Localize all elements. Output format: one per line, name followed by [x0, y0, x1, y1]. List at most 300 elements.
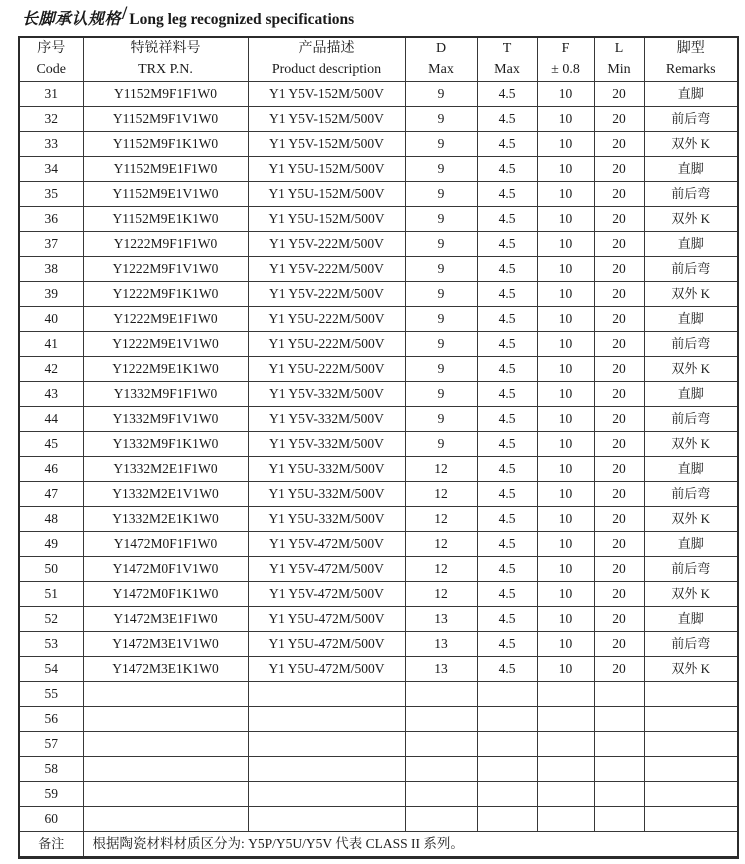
cell-code: 43 — [19, 382, 83, 407]
table-row — [19, 382, 738, 407]
cell-l-min: 20 — [594, 232, 644, 257]
cell-l-min — [594, 707, 644, 732]
cell-f-tolerance: 10 — [537, 532, 594, 557]
cell-remarks — [644, 707, 738, 732]
cell-part-number: Y1472M3E1V1W0 — [83, 632, 248, 657]
cell-t-max — [477, 782, 537, 807]
cell-remarks: 前后弯 — [644, 332, 738, 357]
cell-d-max: 9 — [405, 232, 477, 257]
cell-description: Y1 Y5U-152M/500V — [248, 157, 405, 182]
cell-remarks: 双外 K — [644, 432, 738, 457]
cell-remarks: 前后弯 — [644, 107, 738, 132]
cell-part-number: Y1332M9F1K1W0 — [83, 432, 248, 457]
cell-f-tolerance: 10 — [537, 457, 594, 482]
cell-code: 40 — [19, 307, 83, 332]
cell-code: 52 — [19, 607, 83, 632]
cell-description: Y1 Y5U-332M/500V — [248, 457, 405, 482]
cell-remarks: 双外 K — [644, 507, 738, 532]
cell-remarks: 前后弯 — [644, 557, 738, 582]
header-line-zh: 脚型 — [676, 41, 705, 57]
cell-code: 54 — [19, 657, 83, 682]
header-line-en: TRX P.N. — [138, 61, 193, 77]
cell-d-max: 12 — [405, 482, 477, 507]
header-line-limit: Max — [428, 61, 454, 77]
cell-t-max: 4.5 — [477, 432, 537, 457]
table-row — [19, 157, 738, 182]
cell-part-number: Y1152M9F1F1W0 — [83, 82, 248, 107]
table-row — [19, 507, 738, 532]
cell-f-tolerance: 10 — [537, 507, 594, 532]
cell-f-tolerance: 10 — [537, 357, 594, 382]
cell-d-max: 13 — [405, 632, 477, 657]
note-text: 根据陶瓷材料材质区分为: Y5P/Y5U/Y5V 代表 CLASS II 系列。 — [83, 832, 738, 858]
cell-remarks: 直脚 — [644, 232, 738, 257]
cell-f-tolerance: 10 — [537, 107, 594, 132]
cell-t-max: 4.5 — [477, 407, 537, 432]
cell-description: Y1 Y5U-332M/500V — [248, 507, 405, 532]
table-row — [19, 632, 738, 657]
cell-code: 37 — [19, 232, 83, 257]
cell-description: Y1 Y5U-472M/500V — [248, 632, 405, 657]
cell-f-tolerance: 10 — [537, 82, 594, 107]
cell-description — [248, 682, 405, 707]
cell-d-max: 9 — [405, 357, 477, 382]
cell-remarks: 前后弯 — [644, 257, 738, 282]
cell-t-max: 4.5 — [477, 607, 537, 632]
cell-t-max: 4.5 — [477, 182, 537, 207]
header-line-zh: 序号 — [37, 41, 66, 57]
cell-l-min: 20 — [594, 307, 644, 332]
cell-description: Y1 Y5V-472M/500V — [248, 582, 405, 607]
cell-l-min: 20 — [594, 457, 644, 482]
cell-t-max: 4.5 — [477, 332, 537, 357]
cell-f-tolerance: 10 — [537, 582, 594, 607]
cell-code: 51 — [19, 582, 83, 607]
cell-f-tolerance — [537, 782, 594, 807]
table-row — [19, 132, 738, 157]
col-header-t-max — [477, 37, 537, 82]
title-english: Long leg recognized specifications — [129, 11, 355, 28]
cell-code: 41 — [19, 332, 83, 357]
cell-f-tolerance — [537, 682, 594, 707]
cell-code: 45 — [19, 432, 83, 457]
cell-l-min: 20 — [594, 382, 644, 407]
cell-d-max: 9 — [405, 182, 477, 207]
cell-remarks: 前后弯 — [644, 632, 738, 657]
cell-remarks: 双外 K — [644, 657, 738, 682]
title-chinese: 长脚承认规格 — [22, 11, 122, 28]
cell-f-tolerance: 10 — [537, 157, 594, 182]
cell-code: 38 — [19, 257, 83, 282]
table-row — [19, 282, 738, 307]
cell-d-max: 13 — [405, 657, 477, 682]
cell-d-max: 9 — [405, 332, 477, 357]
cell-code: 39 — [19, 282, 83, 307]
cell-l-min — [594, 757, 644, 782]
cell-part-number: Y1152M9E1F1W0 — [83, 157, 248, 182]
cell-l-min — [594, 732, 644, 757]
note-row — [19, 832, 738, 858]
cell-l-min: 20 — [594, 257, 644, 282]
cell-t-max: 4.5 — [477, 532, 537, 557]
cell-description: Y1 Y5V-472M/500V — [248, 557, 405, 582]
table-row — [19, 457, 738, 482]
table-row — [19, 532, 738, 557]
cell-part-number: Y1472M3E1K1W0 — [83, 657, 248, 682]
cell-f-tolerance — [537, 732, 594, 757]
table-row — [19, 657, 738, 682]
cell-d-max — [405, 682, 477, 707]
cell-f-tolerance: 10 — [537, 282, 594, 307]
cell-f-tolerance: 10 — [537, 207, 594, 232]
cell-f-tolerance: 10 — [537, 482, 594, 507]
cell-description — [248, 807, 405, 832]
table-row — [19, 257, 738, 282]
cell-d-max: 9 — [405, 282, 477, 307]
cell-remarks — [644, 757, 738, 782]
cell-code: 31 — [19, 82, 83, 107]
table-row — [19, 332, 738, 357]
cell-part-number — [83, 732, 248, 757]
cell-l-min — [594, 782, 644, 807]
cell-part-number — [83, 757, 248, 782]
cell-f-tolerance: 10 — [537, 557, 594, 582]
cell-l-min: 20 — [594, 657, 644, 682]
cell-t-max — [477, 807, 537, 832]
cell-t-max — [477, 707, 537, 732]
cell-part-number — [83, 707, 248, 732]
header-line-symbol: F — [561, 41, 570, 57]
cell-l-min: 20 — [594, 157, 644, 182]
cell-d-max: 9 — [405, 107, 477, 132]
cell-remarks: 直脚 — [644, 157, 738, 182]
cell-l-min: 20 — [594, 132, 644, 157]
cell-part-number — [83, 807, 248, 832]
title-separator: / — [122, 3, 128, 24]
col-header-code — [19, 37, 83, 82]
cell-description: Y1 Y5V-152M/500V — [248, 132, 405, 157]
cell-description: Y1 Y5U-222M/500V — [248, 357, 405, 382]
cell-t-max: 4.5 — [477, 82, 537, 107]
spec-table — [18, 36, 739, 859]
cell-d-max — [405, 707, 477, 732]
header-line-symbol: T — [502, 41, 512, 57]
cell-description — [248, 707, 405, 732]
cell-remarks: 直脚 — [644, 607, 738, 632]
cell-f-tolerance — [537, 707, 594, 732]
cell-code: 55 — [19, 682, 83, 707]
cell-d-max: 9 — [405, 207, 477, 232]
cell-remarks — [644, 807, 738, 832]
cell-description: Y1 Y5U-222M/500V — [248, 307, 405, 332]
cell-description — [248, 782, 405, 807]
cell-l-min: 20 — [594, 507, 644, 532]
cell-d-max: 9 — [405, 82, 477, 107]
cell-t-max: 4.5 — [477, 382, 537, 407]
cell-l-min: 20 — [594, 282, 644, 307]
cell-t-max: 4.5 — [477, 457, 537, 482]
cell-description: Y1 Y5V-222M/500V — [248, 232, 405, 257]
cell-t-max: 4.5 — [477, 507, 537, 532]
cell-remarks: 前后弯 — [644, 482, 738, 507]
cell-part-number: Y1222M9F1V1W0 — [83, 257, 248, 282]
cell-t-max: 4.5 — [477, 582, 537, 607]
cell-t-max: 4.5 — [477, 557, 537, 582]
table-row — [19, 782, 738, 807]
cell-part-number — [83, 782, 248, 807]
cell-part-number: Y1152M9F1V1W0 — [83, 107, 248, 132]
col-header-l-min — [594, 37, 644, 82]
cell-l-min: 20 — [594, 82, 644, 107]
cell-part-number: Y1222M9E1V1W0 — [83, 332, 248, 357]
cell-d-max: 13 — [405, 607, 477, 632]
cell-code: 35 — [19, 182, 83, 207]
header-line-en: Product description — [271, 61, 382, 77]
cell-part-number: Y1472M0F1K1W0 — [83, 582, 248, 607]
cell-l-min: 20 — [594, 407, 644, 432]
note-label: 备注 — [19, 832, 83, 858]
cell-part-number: Y1472M0F1F1W0 — [83, 532, 248, 557]
table-row — [19, 182, 738, 207]
col-header-product-description — [248, 37, 405, 82]
cell-remarks: 直脚 — [644, 307, 738, 332]
cell-l-min: 20 — [594, 107, 644, 132]
cell-code: 60 — [19, 807, 83, 832]
cell-part-number — [83, 682, 248, 707]
cell-l-min: 20 — [594, 432, 644, 457]
cell-f-tolerance: 10 — [537, 632, 594, 657]
cell-d-max: 9 — [405, 432, 477, 457]
table-row — [19, 757, 738, 782]
table-row — [19, 307, 738, 332]
cell-code: 49 — [19, 532, 83, 557]
cell-d-max: 9 — [405, 307, 477, 332]
cell-description: Y1 Y5V-152M/500V — [248, 107, 405, 132]
cell-t-max — [477, 732, 537, 757]
table-row — [19, 807, 738, 832]
cell-d-max: 9 — [405, 157, 477, 182]
header-line-en: Remarks — [665, 61, 716, 77]
cell-l-min: 20 — [594, 532, 644, 557]
cell-d-max: 12 — [405, 582, 477, 607]
cell-d-max — [405, 782, 477, 807]
cell-t-max — [477, 757, 537, 782]
cell-f-tolerance: 10 — [537, 307, 594, 332]
cell-description: Y1 Y5U-332M/500V — [248, 482, 405, 507]
cell-description: Y1 Y5U-472M/500V — [248, 607, 405, 632]
cell-f-tolerance: 10 — [537, 182, 594, 207]
cell-part-number: Y1472M0F1V1W0 — [83, 557, 248, 582]
table-row — [19, 482, 738, 507]
cell-description: Y1 Y5U-222M/500V — [248, 332, 405, 357]
cell-description — [248, 732, 405, 757]
cell-d-max — [405, 807, 477, 832]
cell-remarks: 直脚 — [644, 382, 738, 407]
table-row — [19, 432, 738, 457]
cell-l-min: 20 — [594, 182, 644, 207]
cell-t-max: 4.5 — [477, 257, 537, 282]
cell-t-max: 4.5 — [477, 207, 537, 232]
header-line-symbol: L — [614, 41, 624, 57]
cell-d-max: 12 — [405, 457, 477, 482]
col-header-trx-pn — [83, 37, 248, 82]
cell-t-max: 4.5 — [477, 357, 537, 382]
cell-remarks: 直脚 — [644, 457, 738, 482]
cell-t-max: 4.5 — [477, 132, 537, 157]
cell-code: 57 — [19, 732, 83, 757]
cell-remarks: 双外 K — [644, 582, 738, 607]
cell-code: 34 — [19, 157, 83, 182]
cell-part-number: Y1222M9F1F1W0 — [83, 232, 248, 257]
cell-l-min: 20 — [594, 357, 644, 382]
cell-remarks: 直脚 — [644, 82, 738, 107]
cell-d-max — [405, 757, 477, 782]
cell-description: Y1 Y5V-152M/500V — [248, 82, 405, 107]
cell-remarks: 前后弯 — [644, 407, 738, 432]
cell-description: Y1 Y5U-472M/500V — [248, 657, 405, 682]
cell-remarks: 双外 K — [644, 207, 738, 232]
cell-part-number: Y1222M9E1K1W0 — [83, 357, 248, 382]
cell-description: Y1 Y5U-152M/500V — [248, 182, 405, 207]
cell-part-number: Y1152M9E1V1W0 — [83, 182, 248, 207]
cell-d-max — [405, 732, 477, 757]
cell-l-min: 20 — [594, 332, 644, 357]
cell-part-number: Y1472M3E1F1W0 — [83, 607, 248, 632]
cell-remarks: 直脚 — [644, 532, 738, 557]
header-row — [19, 37, 738, 82]
cell-l-min: 20 — [594, 207, 644, 232]
cell-l-min: 20 — [594, 557, 644, 582]
cell-t-max: 4.5 — [477, 307, 537, 332]
table-row — [19, 82, 738, 107]
cell-part-number: Y1222M9E1F1W0 — [83, 307, 248, 332]
cell-l-min: 20 — [594, 632, 644, 657]
header-line-limit: Max — [494, 61, 520, 77]
cell-part-number: Y1332M9F1V1W0 — [83, 407, 248, 432]
table-row — [19, 732, 738, 757]
cell-description — [248, 757, 405, 782]
cell-description: Y1 Y5V-332M/500V — [248, 407, 405, 432]
header-line-en: Code — [36, 61, 67, 77]
cell-d-max: 12 — [405, 532, 477, 557]
cell-part-number: Y1152M9E1K1W0 — [83, 207, 248, 232]
cell-t-max — [477, 682, 537, 707]
cell-d-max: 9 — [405, 132, 477, 157]
cell-description: Y1 Y5V-222M/500V — [248, 282, 405, 307]
cell-code: 48 — [19, 507, 83, 532]
cell-description: Y1 Y5V-222M/500V — [248, 257, 405, 282]
cell-f-tolerance: 10 — [537, 332, 594, 357]
cell-remarks: 双外 K — [644, 132, 738, 157]
cell-l-min: 20 — [594, 607, 644, 632]
cell-f-tolerance: 10 — [537, 132, 594, 157]
cell-remarks: 双外 K — [644, 357, 738, 382]
cell-t-max: 4.5 — [477, 632, 537, 657]
cell-description: Y1 Y5V-332M/500V — [248, 432, 405, 457]
cell-part-number: Y1332M2E1F1W0 — [83, 457, 248, 482]
cell-code: 53 — [19, 632, 83, 657]
cell-f-tolerance: 10 — [537, 407, 594, 432]
cell-code: 33 — [19, 132, 83, 157]
cell-part-number: Y1222M9F1K1W0 — [83, 282, 248, 307]
table-row — [19, 407, 738, 432]
cell-remarks — [644, 782, 738, 807]
cell-d-max: 12 — [405, 557, 477, 582]
cell-t-max: 4.5 — [477, 157, 537, 182]
cell-description: Y1 Y5V-472M/500V — [248, 532, 405, 557]
cell-remarks — [644, 682, 738, 707]
cell-d-max: 12 — [405, 507, 477, 532]
cell-f-tolerance: 10 — [537, 257, 594, 282]
cell-t-max: 4.5 — [477, 232, 537, 257]
cell-code: 47 — [19, 482, 83, 507]
cell-d-max: 9 — [405, 407, 477, 432]
header-line-zh: 特锐祥料号 — [130, 41, 201, 57]
cell-description: Y1 Y5V-332M/500V — [248, 382, 405, 407]
cell-l-min: 20 — [594, 582, 644, 607]
cell-code: 42 — [19, 357, 83, 382]
table-body — [19, 82, 738, 832]
table-row — [19, 607, 738, 632]
cell-l-min — [594, 807, 644, 832]
cell-remarks — [644, 732, 738, 757]
cell-t-max: 4.5 — [477, 657, 537, 682]
cell-part-number: Y1152M9F1K1W0 — [83, 132, 248, 157]
cell-l-min: 20 — [594, 482, 644, 507]
header-line-limit: Min — [607, 61, 631, 77]
cell-f-tolerance: 10 — [537, 432, 594, 457]
cell-t-max: 4.5 — [477, 482, 537, 507]
col-header-d-max — [405, 37, 477, 82]
cell-part-number: Y1332M9F1F1W0 — [83, 382, 248, 407]
cell-d-max: 9 — [405, 382, 477, 407]
cell-d-max: 9 — [405, 257, 477, 282]
cell-t-max: 4.5 — [477, 282, 537, 307]
cell-f-tolerance: 10 — [537, 607, 594, 632]
header-line-symbol: D — [435, 41, 447, 57]
table-row — [19, 707, 738, 732]
cell-f-tolerance: 10 — [537, 382, 594, 407]
table-row — [19, 582, 738, 607]
table-row — [19, 357, 738, 382]
cell-f-tolerance — [537, 757, 594, 782]
cell-f-tolerance: 10 — [537, 232, 594, 257]
cell-part-number: Y1332M2E1V1W0 — [83, 482, 248, 507]
cell-code: 59 — [19, 782, 83, 807]
page-title — [22, 3, 355, 30]
table-row — [19, 232, 738, 257]
cell-code: 32 — [19, 107, 83, 132]
cell-code: 36 — [19, 207, 83, 232]
cell-code: 50 — [19, 557, 83, 582]
cell-remarks: 双外 K — [644, 282, 738, 307]
col-header-f-tolerance — [537, 37, 594, 82]
cell-code: 58 — [19, 757, 83, 782]
cell-remarks: 前后弯 — [644, 182, 738, 207]
table-row — [19, 557, 738, 582]
cell-f-tolerance — [537, 807, 594, 832]
cell-code: 56 — [19, 707, 83, 732]
cell-t-max: 4.5 — [477, 107, 537, 132]
cell-f-tolerance: 10 — [537, 657, 594, 682]
table-row — [19, 682, 738, 707]
cell-code: 46 — [19, 457, 83, 482]
header-line-zh: 产品描述 — [298, 41, 355, 57]
cell-code: 44 — [19, 407, 83, 432]
col-header-remarks — [644, 37, 738, 82]
table-row — [19, 207, 738, 232]
cell-description: Y1 Y5U-152M/500V — [248, 207, 405, 232]
